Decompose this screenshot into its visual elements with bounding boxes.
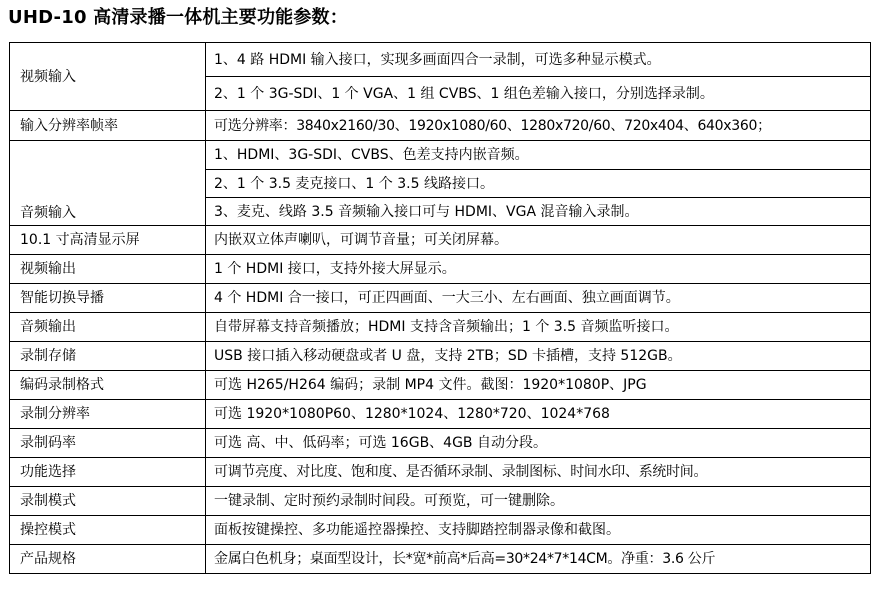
- row-value: 面板按键操控、多功能遥控器操控、支持脚踏控制器录像和截图。: [206, 516, 871, 545]
- row-label: 视频输入: [10, 43, 206, 111]
- row-value: 可选分辨率：3840x2160/30、1920x1080/60、1280x720/60、720x404、640x360；: [206, 111, 871, 141]
- table-row: [10, 111, 871, 141]
- table-row: [10, 487, 871, 516]
- table-row: [10, 284, 871, 313]
- row-label: 功能选择: [10, 458, 206, 487]
- table-row: [10, 516, 871, 545]
- row-value: USB 接口插入移动硬盘或者 U 盘，支持 2TB；SD 卡插槽，支持 512GB。: [206, 342, 871, 371]
- table-row: [10, 545, 871, 574]
- row-label: 音频输入: [10, 141, 206, 226]
- row-value: 2、1 个 3G-SDI、1 个 VGA、1 组 CVBS、1 组色差输入接口，分别选择录制。: [206, 77, 871, 111]
- row-value: 1、4 路 HDMI 输入接口，实现多画面四合一录制，可选多种显示模式。: [206, 43, 871, 77]
- row-value: 金属白色机身；桌面型设计，长*宽*前高*后高=30*24*7*14CM。净重：3.6 公斤: [206, 545, 871, 574]
- table-row: [10, 43, 871, 77]
- table-row: [10, 400, 871, 429]
- row-label: 操控模式: [10, 516, 206, 545]
- row-value: 4 个 HDMI 合一接口，可正四画面、一大三小、左右画面、独立画面调节。: [206, 284, 871, 313]
- row-value: 3、麦克、线路 3.5 音频输入接口可与 HDMI、VGA 混音输入录制。: [206, 198, 871, 226]
- row-value: 1、HDMI、3G-SDI、CVBS、色差支持内嵌音频。: [206, 141, 871, 170]
- row-value: 可调节亮度、对比度、饱和度、是否循环录制、录制图标、时间水印、系统时间。: [206, 458, 871, 487]
- row-label: 编码录制格式: [10, 371, 206, 400]
- table-row: [10, 141, 871, 170]
- row-label: 录制分辨率: [10, 400, 206, 429]
- table-row: [10, 371, 871, 400]
- row-label: 输入分辨率帧率: [10, 111, 206, 141]
- row-label: 录制存储: [10, 342, 206, 371]
- table-row: [10, 255, 871, 284]
- row-label: 10.1 寸高清显示屏: [10, 226, 206, 255]
- row-value: 可选 高、中、低码率；可选 16GB、4GB 自动分段。: [206, 429, 871, 458]
- row-value: 内嵌双立体声喇叭，可调节音量；可关闭屏幕。: [206, 226, 871, 255]
- table-row: [10, 458, 871, 487]
- row-label: 音频输出: [10, 313, 206, 342]
- spec-table: [9, 42, 871, 574]
- row-label: 录制模式: [10, 487, 206, 516]
- row-label: 智能切换导播: [10, 284, 206, 313]
- row-value: 可选 1920*1080P60、1280*1024、1280*720、1024*768: [206, 400, 871, 429]
- row-label: 视频输出: [10, 255, 206, 284]
- table-row: [10, 342, 871, 371]
- row-value: 一键录制、定时预约录制时间段。可预览，可一键删除。: [206, 487, 871, 516]
- row-value: 自带屏幕支持音频播放；HDMI 支持含音频输出；1 个 3.5 音频监听接口。: [206, 313, 871, 342]
- row-value: 1 个 HDMI 接口，支持外接大屏显示。: [206, 255, 871, 284]
- row-label: 录制码率: [10, 429, 206, 458]
- row-value: 2、1 个 3.5 麦克接口、1 个 3.5 线路接口。: [206, 170, 871, 198]
- row-label: 产品规格: [10, 545, 206, 574]
- page-title: UHD-10 高清录播一体机主要功能参数：: [8, 7, 348, 28]
- table-row: [10, 429, 871, 458]
- table-row: [10, 226, 871, 255]
- row-value: 可选 H265/H264 编码；录制 MP4 文件。截图：1920*1080P、JPG: [206, 371, 871, 400]
- table-row: [10, 313, 871, 342]
